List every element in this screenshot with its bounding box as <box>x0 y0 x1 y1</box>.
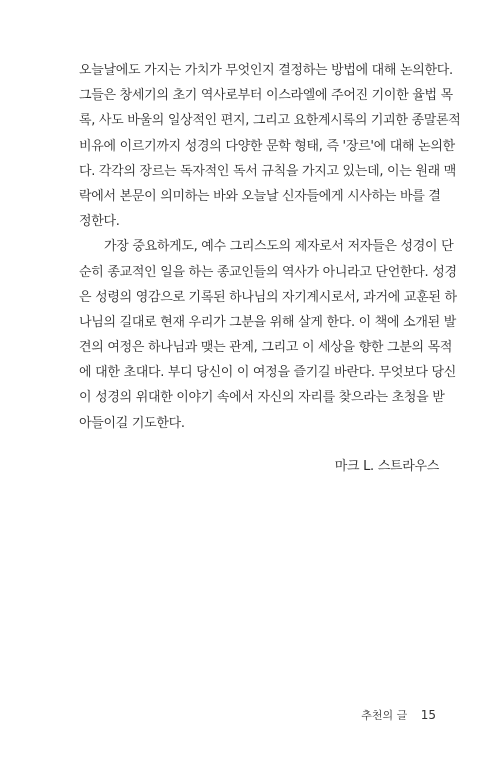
paragraph-2 <box>79 234 457 436</box>
text-line: 견의 여정은 하나님과 맺는 관계, 그리고 이 세상을 향한 그분의 목적 <box>79 340 453 356</box>
text-line: 정한다. <box>79 214 120 230</box>
text-line: 그들은 창세기의 초기 역사로부터 이스라엘에 주어진 기이한 율법 목 <box>79 88 453 104</box>
text-line: 아들이길 기도한다. <box>79 415 185 431</box>
text-line: 나님의 길대로 현재 우리가 그분을 위해 살게 한다. 이 책에 소개된 발 <box>79 314 456 330</box>
text-line: 다. 각각의 장르는 독자적인 독서 규칙을 가지고 있는데, 이는 원래 맥 <box>79 163 456 179</box>
author-signature: 마크 L. 스트라우스 <box>334 459 439 474</box>
body-text <box>79 58 461 436</box>
page-footer <box>361 707 436 723</box>
text-line: 이 성경의 위대한 이야기 속에서 자신의 자리를 찾으라는 초청을 받 <box>79 390 445 406</box>
running-section-title: 추천의 글 <box>361 709 408 722</box>
text-line: 에 대한 초대다. 부디 당신이 이 여정을 즐기길 바란다. 무엇보다 당신 <box>79 365 456 381</box>
text-line: 락에서 본문이 의미하는 바와 오늘날 신자들에게 시사하는 바를 결 <box>79 188 441 204</box>
page-number: 15 <box>420 708 436 722</box>
paragraph-1 <box>79 58 461 234</box>
text-line: 은 성령의 영감으로 기록된 하나님의 자기계시로서, 과거에 교훈된 하 <box>79 289 457 305</box>
text-line: 비유에 이르기까지 성경의 다양한 문학 형태, 즉 '장르'에 대해 논의한 <box>79 138 455 154</box>
text-line: 가장 중요하게도, 예수 그리스도의 제자로서 저자들은 성경이 단 <box>104 239 454 255</box>
text-line: 순히 종교적인 일을 하는 종교인들의 역사가 아니라고 단언한다. 성경 <box>79 264 457 280</box>
text-line: 오늘날에도 가지는 가치가 무엇인지 결정하는 방법에 대해 논의한다. <box>79 63 453 78</box>
text-line: 록, 사도 바울의 일상적인 편지, 그리고 요한계시록의 기괴한 종말론적 <box>79 113 461 129</box>
